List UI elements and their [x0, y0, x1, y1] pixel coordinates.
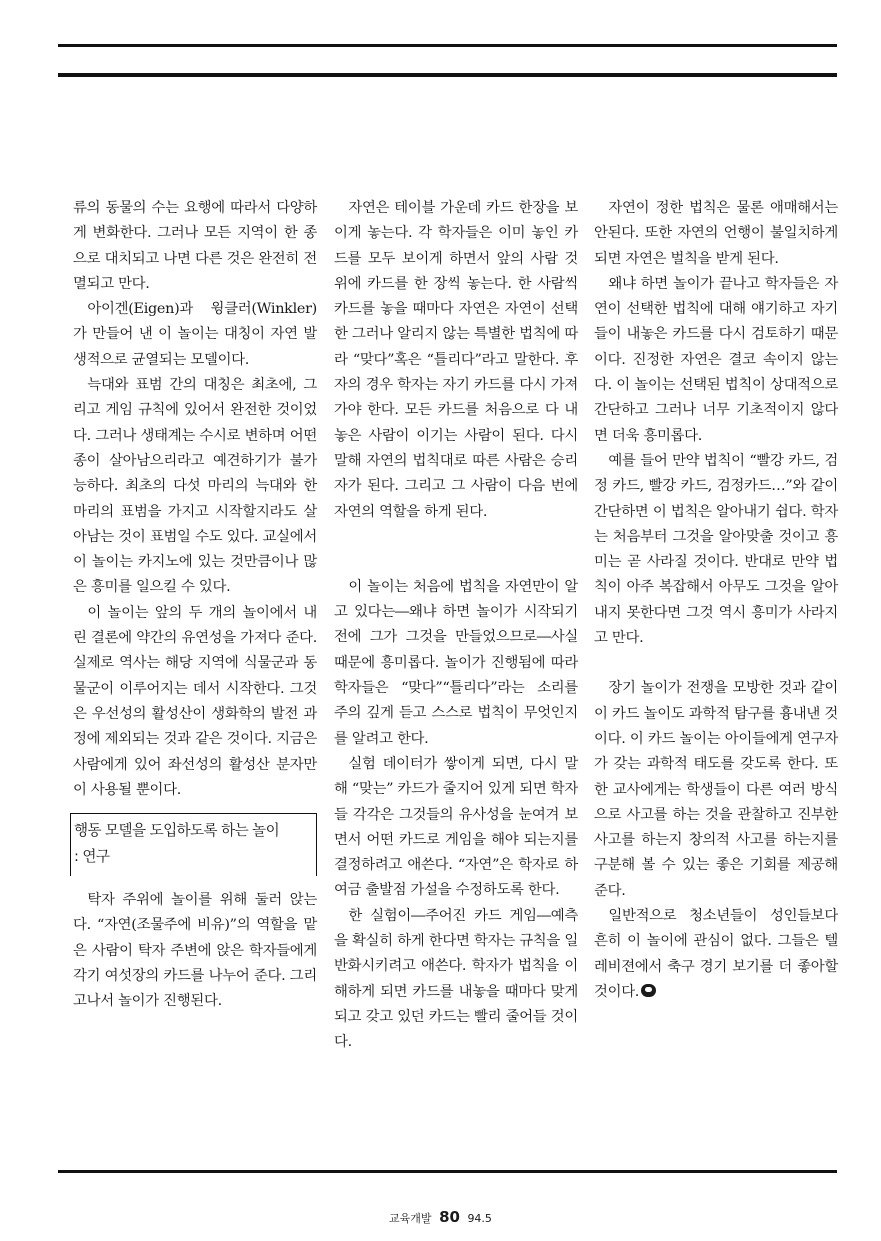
column-1: [73, 196, 317, 1015]
journal-name: 교육개발: [389, 1212, 432, 1225]
issue-date: 94.5: [467, 1212, 492, 1225]
paragraph: [594, 904, 838, 1005]
paragraph: 한 실험이―주어진 카드 게임―예측을 확실히 하게 한다면 학자는 규칙을 일반화시키려고 애쓴다. 학자가 법칙을 이해하게 되면 카드를 내놓을 때마다 맞게 되고 갖고 있던 카드는 빨리 줄어들 것이다.: [334, 907, 578, 1051]
column-2: [334, 196, 578, 1056]
paragraph: 실험 데이터가 쌓이게 되면, 다시 말해 “맞는” 카드가 줄지어 있게 되면 학자들 각각은 그것들의 유사성을 눈여겨 보면서 어떤 카드로 게임을 해야 되는지를 결정하려고 애쓴다. “자연”은 학자로 하여금 출발점 가설을 수정하도록 한다.: [334, 755, 578, 899]
end-of-article-icon: [641, 984, 656, 997]
paragraph: 자연은 테이블 가운데 카드 한장을 보이게 놓는다. 각 학자들은 이미 놓인 카드를 모두 보이게 하면서 앞의 사람 것 위에 카드를 한 장씩 놓는다. 한 사람씩 카드를 놓을 때마다 자연은 자연이 선택한 그러나 알리지 않는 특별한 법칙에 따라 “맞다”혹은 “틀리다”라고 말한다. 후자의 경우 학자는 자기 카드를 다시 가져가야 한다. 모든 카드를 처음으로 다 내놓은 사람이 이기는 사람이 된다. 다시 말해 자연의 법칙대로 따른 사람은 승리자가 된다. 그리고 그 사람이 다음 번에 자연의 역할을 하게 된다.: [334, 200, 578, 520]
paragraph: 자연이 정한 법칙은 물론 애매해서는 안된다. 또한 자연의 언행이 불일치하게 되면 자연은 벌칙을 받게 된다.: [594, 200, 838, 267]
paragraph: 아이겐(Eigen)과 윙클러(Winkler)가 만들어 낸 이 놀이는 대칭이 자연 발생적으로 균열되는 모델이다.: [73, 301, 317, 368]
section-heading: [70, 813, 317, 876]
paragraph: 왜냐 하면 놀이가 끝나고 학자들은 자연이 선택한 법칙에 대해 얘기하고 자기들이 내놓은 카드를 다시 검토하기 때문이다. 진정한 자연은 결코 속이지 않는다. 이 놀이는 선택된 법칙이 상대적으로 간단하고 그러나 너무 기초적이지 않다면 더욱 흥미롭다.: [594, 275, 838, 444]
paragraph: 류의 동물의 수는 요행에 따라서 다양하게 변화한다. 그러나 모든 지역이 한 종으로 대치되고 나면 다른 것은 완전히 전멸되고 만다.: [73, 200, 317, 292]
section-heading-line-1: 행동 모델을 도입하도록 하는 놀이: [74, 822, 280, 840]
paragraph: 탁자 주위에 놀이를 위해 둘러 앉는다. “자연(조물주에 비유)”의 역할을 맡은 사람이 탁자 주변에 앉은 학자들에게 각기 여섯장의 카드를 나누어 준다. 그리고나서 놀이가 진행된다.: [73, 892, 317, 1010]
bottom-rule: [58, 1170, 837, 1173]
top-rule-2: [58, 73, 837, 77]
column-3: [594, 196, 838, 1005]
top-rule-1: [58, 44, 837, 47]
paragraph: 이 놀이는 앞의 두 개의 놀이에서 내린 결론에 약간의 유연성을 가져다 준다. 실제로 역사는 해당 지역에 식물군과 동물군이 이루어지는 데서 시작한다. 그것은 우선성의 활성산이 생화학의 발전 과정에 제외되는 것과 같은 것이다. 지금은 사람에게 있어 좌선성의 활성산 분자만이 사용될 뿐이다.: [73, 604, 317, 798]
page-number: 80: [439, 1208, 460, 1226]
paragraph: 장기 놀이가 전쟁을 모방한 것과 같이 이 카드 놀이도 과학적 탐구를 흉내낸 것이다. 이 카드 놀이는 아이들에게 연구자가 갖는 과학적 태도를 갖도록 한다. 또한 교사에게는 학생들이 다른 여러 방식으로 사고를 하는 것을 관찰하고 진부한 사고를 하는지 창의적 사고를 하는지를 구분해 볼 수 있는 좋은 기회를 제공해 준다.: [594, 680, 838, 899]
paragraph: 예를 들어 만약 법칙이 “빨강 카드, 검정 카드, 빨강 카드, 검정카드…”와 같이 간단하면 이 법칙은 알아내기 쉽다. 학자는 처음부터 그것을 알아맞출 것이고 흥미는 곧 사라질 것이다. 반대로 만약 법칙이 아주 복잡해서 아무도 그것을 알아내지 못한다면 그것 역시 흥미가 사라지고 만다.: [594, 452, 838, 647]
paragraph: 늑대와 표범 간의 대칭은 최초에, 그리고 게임 규칙에 있어서 완전한 것이었다. 그러나 생태계는 수시로 변하며 어떤 종이 살아남으리라고 예견하기가 불가능하다. 최초의 다섯 마리의 늑대와 한 마리의 표범을 가지고 시작할지라도 살아남는 것이 표범일 수도 있다. 교실에서 이 놀이는 카지노에 있는 것만큼이나 많은 흥미를 일으킬 수 있다.: [73, 377, 317, 596]
paragraph: 이 놀이는 처음에 법칙을 자연만이 알고 있다는―왜냐 하면 놀이가 시작되기 전에 그가 그것을 만들었으므로―사실 때문에 흥미롭다. 놀이가 진행됨에 따라 학자들은 “맞다”“틀리다”라는 소리를 주의 깊게 듣고 스스로 법칙이 무엇인지를 알려고 한다.: [334, 578, 578, 747]
paragraph-text: 일반적으로 청소년들이 성인들보다 흔히 이 놀이에 관심이 없다. 그들은 텔레비젼에서 축구 경기 보기를 더 좋아할 것이다.: [594, 908, 838, 1000]
page-footer: [0, 1208, 881, 1226]
section-heading-line-2: : 연구: [74, 848, 110, 866]
